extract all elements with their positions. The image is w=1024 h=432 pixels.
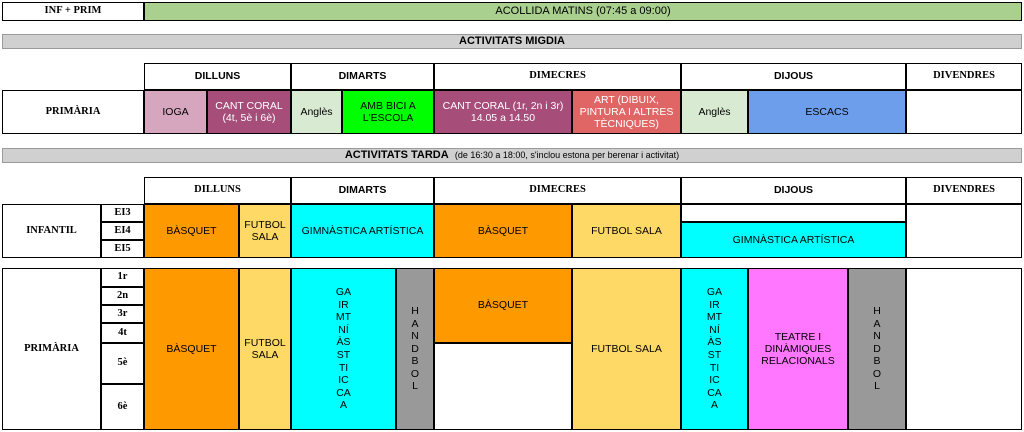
gim-dm-8: CA	[336, 386, 351, 399]
migdia-day-divendres: DIVENDRES	[906, 63, 1022, 90]
gim-dj-9: A	[710, 399, 718, 412]
cant-coral-4-6-cell: CANT CORAL (4t, 5è i 6è)	[207, 90, 291, 134]
tarda-day-dimarts: DIMARTS	[291, 177, 434, 204]
hb-dj-3: D	[873, 342, 881, 355]
tarda-day-dilluns: DILLUNS	[144, 177, 291, 204]
hb-dj-5: O	[872, 367, 882, 380]
migdia-row-label: PRIMÀRIA	[2, 90, 144, 134]
tarda-subtitle: (de 16:30 a 18:00, s'inclou estona per berenar i activitat)	[454, 150, 680, 161]
gim-dj-1: IR	[709, 298, 720, 311]
gim-dj-8: CA	[707, 386, 722, 399]
hb-dm-0: H	[411, 304, 419, 317]
infantil-basquet-dimecres: BÀSQUET	[434, 204, 572, 258]
cant-coral-1-3-cell: CANT CORAL (1r, 2n i 3r) 14.05 a 14.50	[434, 90, 572, 134]
migdia-day-dijous: DIJOUS	[681, 63, 906, 90]
primaria-basquet-dilluns: BÀSQUET	[144, 268, 239, 430]
hb-dj-1: A	[873, 317, 881, 330]
primaria-handbol-dimarts	[396, 268, 434, 430]
gim-dj-5: ST	[707, 349, 722, 361]
gim-dm-1: IR	[338, 298, 349, 311]
infantil-futbol-dilluns: FUTBOL SALA	[239, 204, 291, 258]
infantil-futbol-dimecres: FUTBOL SALA	[572, 204, 681, 258]
primaria-gimnastica-dimarts	[291, 268, 396, 430]
hb-dm-2: N	[411, 330, 419, 343]
hb-dj-0: H	[873, 304, 881, 317]
amb-bici-cell: AMB BICI A L'ESCOLA	[342, 90, 434, 134]
infantil-dijous-empty	[681, 204, 906, 222]
tarda-day-divendres: DIVENDRES	[906, 177, 1022, 204]
primaria-level-4t: 4t	[101, 323, 144, 343]
primaria-gimnastica-dijous	[681, 268, 748, 430]
primaria-level-5e: 5è	[101, 343, 144, 384]
hb-dm-1: A	[411, 317, 419, 330]
hb-dm-5: O	[410, 367, 420, 380]
gim-dj-6: TI	[709, 361, 720, 374]
inf-prim-label: INF + PRIM	[2, 2, 144, 21]
tarda-day-dijous: DIJOUS	[681, 177, 906, 204]
infantil-divendres-cell	[906, 204, 1022, 258]
infantil-level-ei3: EI3	[101, 204, 144, 222]
hb-dj-2: N	[873, 330, 881, 343]
primaria-level-2n: 2n	[101, 287, 144, 305]
migdia-title: ACTIVITATS MIGDIA	[2, 34, 1022, 49]
gim-dm-4: ÀS	[336, 336, 351, 349]
hb-dj-4: B	[873, 355, 881, 368]
primaria-label: PRIMÀRIA	[2, 268, 101, 430]
infantil-label: INFANTIL	[2, 204, 101, 258]
hb-dj-6: L	[874, 380, 880, 393]
tarda-title-bar	[2, 148, 1022, 163]
ioga-cell: IOGA	[144, 90, 207, 134]
escacs-cell: ESCACS	[748, 90, 906, 134]
primaria-futbol-dimecres: FUTBOL SALA	[572, 268, 681, 430]
gim-dm-9: A	[339, 399, 347, 412]
tarda-day-dimecres: DIMECRES	[434, 177, 681, 204]
gim-dj-7: IC	[709, 374, 720, 387]
primaria-futbol-dilluns: FUTBOL SALA	[239, 268, 291, 430]
tarda-title: ACTIVITATS TARDA	[344, 149, 449, 162]
migdia-day-dimecres: DIMECRES	[434, 63, 681, 90]
infantil-level-ei5: EI5	[101, 240, 144, 258]
gim-dj-2: MT	[706, 311, 723, 324]
primaria-teatre-dijous: TEATRE I DINÀMIQUES RELACIONALS	[748, 268, 848, 430]
gim-dj-4: ÀS	[707, 336, 722, 349]
primaria-basquet-dimecres: BÀSQUET	[434, 268, 572, 343]
primaria-level-3r: 3r	[101, 305, 144, 323]
infantil-gimnastica-dijous: GIMNÀSTICA ARTÍSTICA	[681, 222, 906, 258]
gim-dj-0: GA	[706, 286, 723, 299]
gim-dm-7: IC	[338, 374, 349, 387]
art-cell: ART (DIBUIX, PINTURA I ALTRES TÈCNIQUES)	[572, 90, 681, 134]
gim-dm-0: GA	[335, 286, 352, 299]
infantil-level-ei4: EI4	[101, 222, 144, 240]
gim-dm-3: NÍ	[338, 323, 349, 336]
primaria-dimecres-empty	[434, 343, 572, 430]
hb-dm-4: B	[411, 355, 419, 368]
gim-dm-5: ST	[336, 349, 351, 361]
infantil-gimnastica-dimarts: GIMNÀSTICA ARTÍSTICA	[291, 204, 434, 258]
migdia-day-dilluns: DILLUNS	[144, 63, 291, 90]
acollida-matins-cell: ACOLLIDA MATINS (07:45 a 09:00)	[144, 2, 1022, 21]
infantil-basquet-dilluns: BÀSQUET	[144, 204, 239, 258]
gim-dj-3: NÍ	[709, 323, 720, 336]
primaria-level-1r: 1r	[101, 268, 144, 287]
migdia-day-dimarts: DIMARTS	[291, 63, 434, 90]
primaria-divendres-cell	[906, 268, 1022, 430]
hb-dm-3: D	[411, 342, 419, 355]
primaria-level-6e: 6è	[101, 384, 144, 430]
gim-dm-2: MT	[335, 311, 352, 324]
gim-dm-6: TI	[338, 361, 349, 374]
migdia-divendres-cell	[906, 90, 1022, 134]
angles-dijous-cell: Anglès	[681, 90, 748, 134]
primaria-handbol-dijous	[848, 268, 906, 430]
hb-dm-6: L	[412, 380, 418, 393]
angles-dimarts-cell: Anglès	[291, 90, 342, 134]
